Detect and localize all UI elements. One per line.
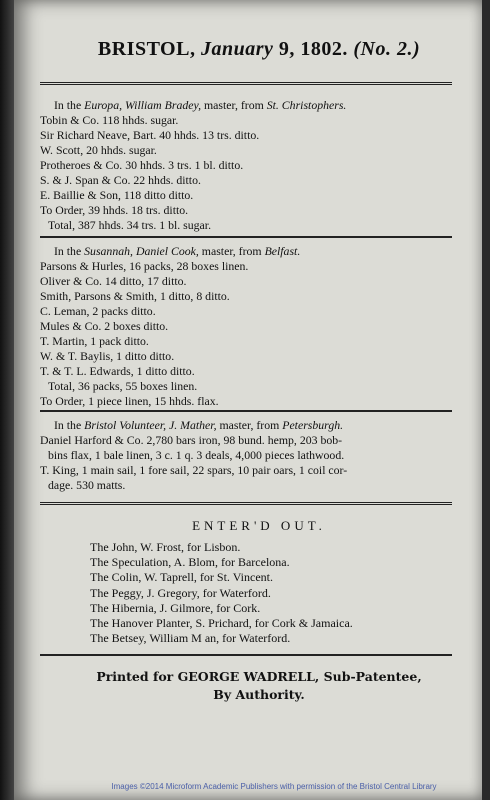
list-item: The Betsey, William M an, for Waterford.: [90, 631, 291, 646]
entered-out-title: ENTER'D OUT.: [192, 518, 326, 533]
manifest-line: C. Leman, 2 packs ditto.: [40, 304, 156, 318]
manifest-total: Total, 36 packs, 55 boxes linen.: [48, 379, 198, 393]
image-credit: Images ©2014 Microform Academic Publishers with permission of the Bristol Central Library: [111, 782, 437, 791]
list-item: The John, W. Frost, for Lisbon.: [90, 540, 241, 554]
imprint: [44, 668, 474, 704]
manifest-line: To Order, 1 piece linen, 15 hhds. flax.: [40, 394, 219, 408]
manifest-line: To Order, 39 hhds. 18 trs. ditto.: [40, 203, 189, 217]
manifest-line: Daniel Harford & Co. 2,780 bars iron, 98 bund. hemp, 203 bob-: [40, 433, 343, 447]
manifest-europa: [40, 98, 452, 233]
manifest-bristol-volunteer: [40, 418, 452, 493]
manifest-line: Parsons & Hurles, 16 packs, 28 boxes linen.: [40, 259, 249, 273]
manifest-header: In the Europa, William Bradey, master, from St. Christophers.: [54, 98, 347, 112]
document-page: [14, 0, 482, 800]
list-item: The Hanover Planter, S. Prichard, for Cork & Jamaica.: [90, 616, 353, 631]
manifest-line: W. Scott, 20 hhds. sugar.: [40, 143, 157, 157]
list-item: The Peggy, J. Gregory, for Waterford.: [90, 585, 271, 600]
manifest-line: Mules & Co. 2 boxes ditto.: [40, 319, 169, 333]
manifest-line: dage. 530 matts.: [48, 478, 126, 492]
manifest-line: E. Baillie & Son, 118 ditto ditto.: [40, 188, 194, 202]
entered-out-list: [90, 540, 470, 646]
imprint-rule: [40, 654, 452, 656]
manifest-line: W. & T. Baylis, 1 ditto ditto.: [40, 349, 175, 363]
imprint-printer: Printed for GEORGE WADRELL, Sub-Patentee,: [96, 669, 422, 684]
imprint-authority: By Authority.: [213, 687, 305, 702]
section-rule: [40, 502, 452, 505]
manifest-line: T. King, 1 main sail, 1 fore sail, 22 spars, 10 pair oars, 1 coil cor-: [40, 463, 348, 477]
title-place: BRISTOL,: [97, 38, 196, 60]
manifest-line: Oliver & Co. 14 ditto, 17 ditto.: [40, 274, 187, 288]
title-rule: [40, 82, 452, 85]
manifest-line: Tobin & Co. 118 hhds. sugar.: [40, 113, 179, 127]
page-spine: [0, 0, 14, 800]
manifest-header: In the Bristol Volunteer, J. Mather, master, from Petersburgh.: [54, 418, 344, 432]
title-day-year: 9, 1802.: [278, 38, 348, 60]
list-item: The Hibernia, J. Gilmore, for Cork.: [90, 600, 261, 615]
manifest-line: Protheroes & Co. 30 hhds. 3 trs. 1 bl. ditto.: [40, 158, 244, 172]
manifest-header: In the Susannah, Daniel Cook, master, from Belfast.: [54, 244, 301, 258]
list-item: The Colin, W. Taprell, for St. Vincent.: [90, 570, 273, 585]
manifest-susannah: [40, 244, 452, 409]
title-month: January: [200, 38, 274, 60]
manifest-total: Total, 387 hhds. 34 trs. 1 bl. sugar.: [48, 218, 212, 232]
section-rule: [40, 410, 452, 412]
manifest-line: bins flax, 1 bale linen, 3 c. 1 q. 3 deals, 4,000 pieces lathwood.: [48, 448, 345, 462]
manifest-line: Smith, Parsons & Smith, 1 ditto, 8 ditto.: [40, 289, 230, 303]
section-rule: [40, 236, 452, 238]
manifest-line: Sir Richard Neave, Bart. 40 hhds. 13 trs. ditto.: [40, 128, 260, 142]
manifest-line: S. & J. Span & Co. 22 hhds. ditto.: [40, 173, 201, 187]
page-title: [44, 38, 474, 61]
manifest-line: T. & T. L. Edwards, 1 ditto ditto.: [40, 364, 195, 378]
title-issue-number: (No. 2.): [353, 38, 421, 60]
list-item: The Speculation, A. Blom, for Barcelona.: [90, 555, 290, 570]
manifest-line: T. Martin, 1 pack ditto.: [40, 334, 149, 348]
